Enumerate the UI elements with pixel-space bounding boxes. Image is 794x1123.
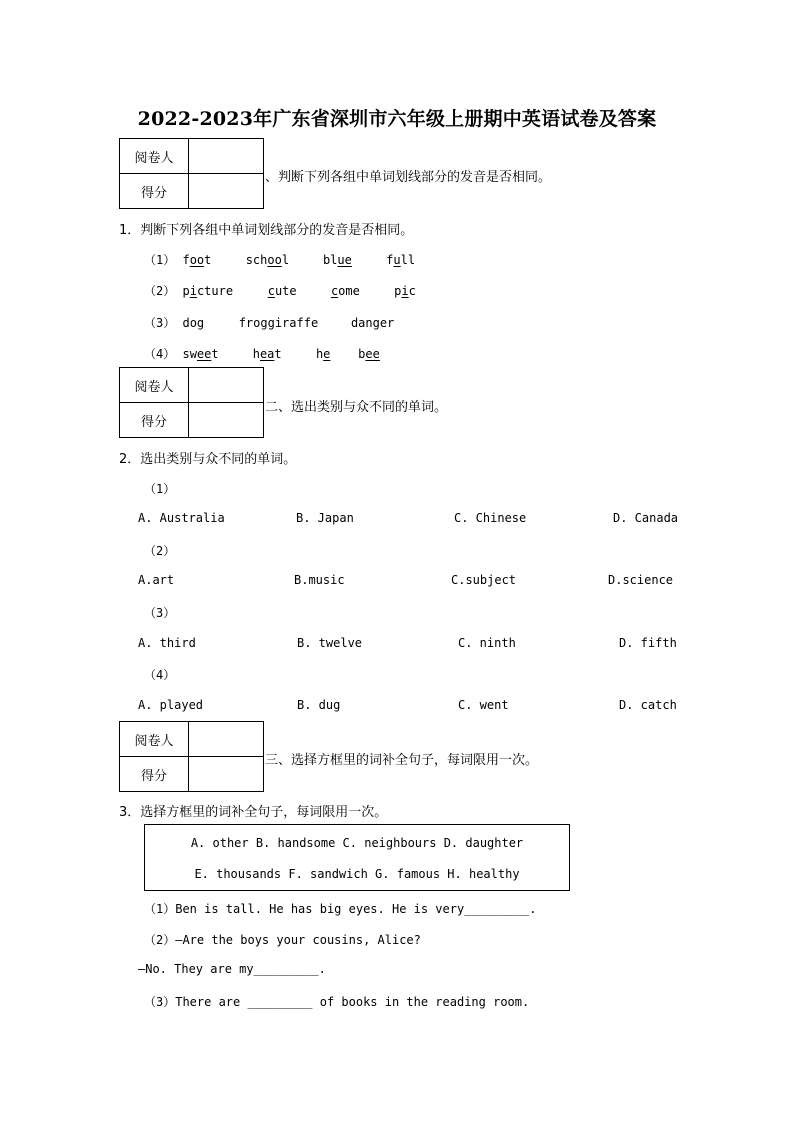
word: bee: [358, 347, 380, 361]
score-table-1: [119, 138, 264, 209]
word: come: [330, 284, 360, 298]
group-number: （1）: [144, 253, 176, 267]
q2-option: B. dug: [297, 698, 341, 712]
reviewer-label: 阅卷人: [120, 139, 189, 174]
q2-item-number: （1）: [144, 482, 176, 496]
q2-option: A. Australia: [138, 511, 225, 525]
q3-sentence-1: （1）Ben is tall. He has big eyes. He is very_________.: [144, 902, 537, 916]
q1-group-4: [144, 345, 380, 362]
q1-stem: 1．判断下列各组中单词划线部分的发音是否相同。: [119, 223, 414, 238]
score-table-2: [119, 367, 264, 438]
word: picture: [182, 284, 234, 298]
word: dog: [182, 316, 205, 330]
q2-option: D. fifth: [619, 636, 677, 650]
score-blank: [189, 403, 264, 438]
reviewer-blank: [189, 368, 264, 403]
score-label: 得分: [120, 174, 189, 209]
section-2-heading: 二、选出类别与众不同的单词。: [265, 400, 448, 415]
page-title: 2022-2023年广东省深圳市六年级上册期中英语试卷及答案: [137, 108, 657, 130]
word-bank-line-1: A. other B. handsome C. neighbours D. daughter: [190, 836, 524, 850]
score-label: 得分: [120, 403, 189, 438]
word: heat: [252, 347, 282, 361]
group-number: （2）: [144, 284, 176, 298]
section-1-heading: 、判断下列各组中单词划线部分的发音是否相同。: [265, 170, 552, 185]
word: foot: [182, 253, 212, 267]
word: full: [386, 253, 416, 267]
reviewer-label: 阅卷人: [120, 368, 189, 403]
score-blank: [189, 757, 264, 792]
q2-option: C. ninth: [458, 636, 516, 650]
word: blue: [322, 253, 352, 267]
q3-sentence-3: （3）There are _________ of books in the reading room.: [144, 995, 530, 1009]
q2-item-number: （2）: [144, 544, 176, 558]
q2-option: D. catch: [619, 698, 677, 712]
q2-option: B. Japan: [296, 511, 354, 525]
q2-item-number: （3）: [144, 606, 176, 620]
word: he: [315, 347, 331, 361]
q2-stem: 2．选出类别与众不同的单词。: [119, 452, 297, 467]
word-bank-box: [144, 824, 570, 891]
q2-option: C. went: [458, 698, 509, 712]
section-3-heading: 三、选择方框里的词补全句子，每词限用一次。: [265, 753, 539, 768]
group-number: （3）: [144, 316, 176, 330]
q1-group-3: [144, 314, 394, 331]
reviewer-blank: [189, 139, 264, 174]
word: cute: [267, 284, 297, 298]
word: froggiraffe: [238, 316, 319, 330]
q2-option: A. third: [138, 636, 196, 650]
score-table-3: [119, 721, 264, 792]
q1-group-1: [144, 251, 415, 268]
q2-option: A. played: [138, 698, 204, 712]
q2-option: C. Chinese: [454, 511, 527, 525]
score-blank: [189, 174, 264, 209]
q2-option: C.subject: [451, 573, 517, 587]
word: pic: [394, 284, 416, 298]
reviewer-blank: [189, 722, 264, 757]
q2-option: D.science: [608, 573, 674, 587]
q1-group-2: [144, 282, 416, 299]
word-bank-line-2: E. thousands F. sandwich G. famous H. healthy: [194, 867, 520, 881]
q3-stem: 3．选择方框里的词补全句子，每词限用一次。: [119, 805, 388, 820]
q2-item-number: （4）: [144, 668, 176, 682]
q2-option: B.music: [294, 573, 345, 587]
group-number: （4）: [144, 347, 176, 361]
q2-option: D. Canada: [613, 511, 679, 525]
word: sweet: [182, 347, 219, 361]
word: danger: [350, 316, 395, 330]
q3-sentence-2: （2）—Are the boys your cousins, Alice?: [144, 933, 421, 947]
score-label: 得分: [120, 757, 189, 792]
q2-option: A.art: [138, 573, 175, 587]
reviewer-label: 阅卷人: [120, 722, 189, 757]
word: school: [245, 253, 290, 267]
q2-option: B. twelve: [297, 636, 363, 650]
q3-sentence-2-answer: —No. They are my_________.: [138, 962, 326, 976]
